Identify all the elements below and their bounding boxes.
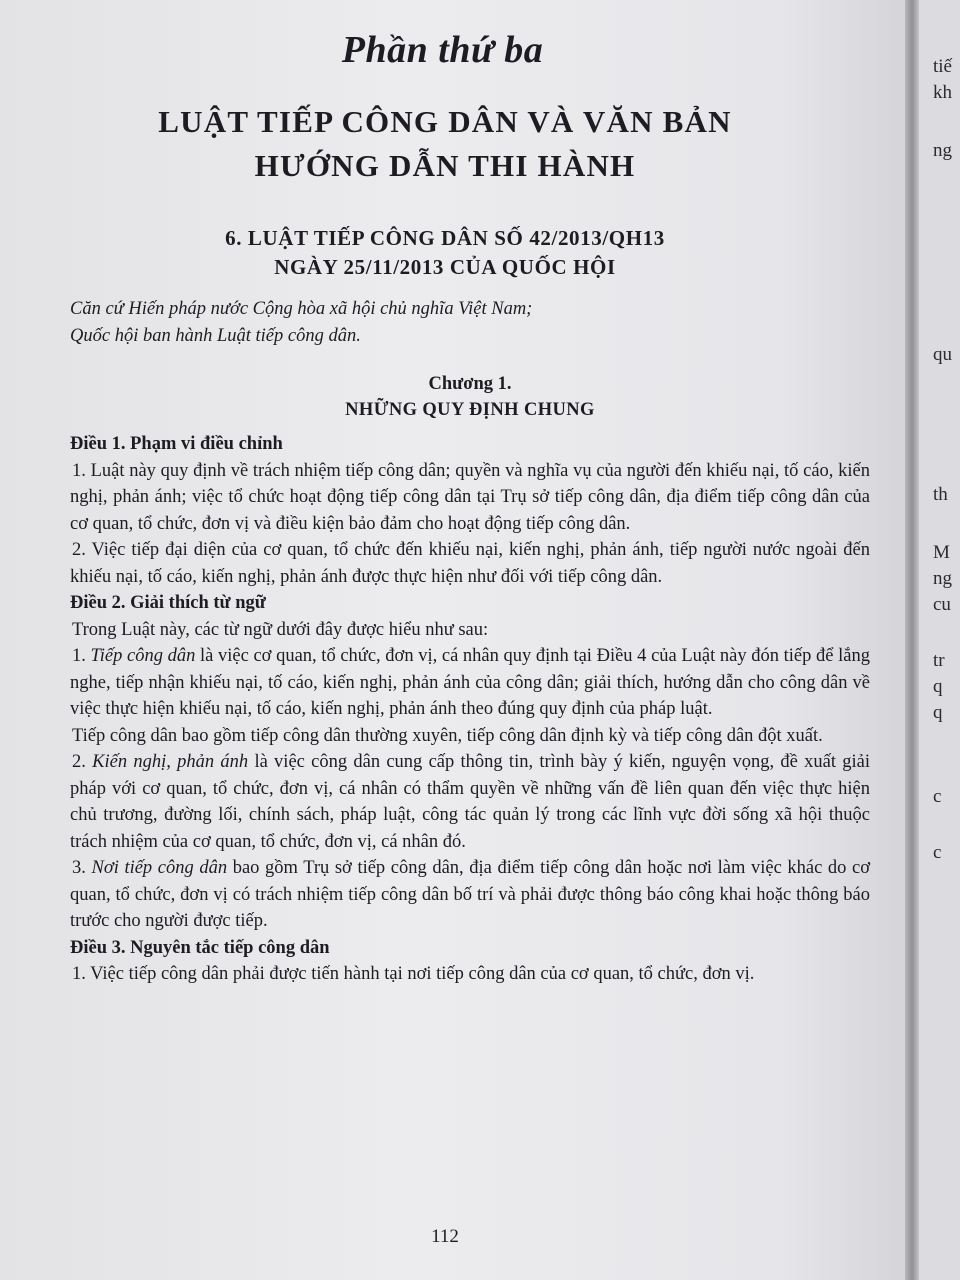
next-page-fragment: tr [933, 650, 945, 671]
law-title [0, 224, 890, 282]
article-1-clause-2: 2. Việc tiếp đại diện của cơ quan, tổ chức đến khiếu nại, kiến nghị, phản ánh, tiếp người nước ngoài đến khiếu nại, tố cáo, kiến nghị, phản ánh được thực hiện như đối với tiếp công dân. [70, 540, 870, 587]
part-title: Phần thứ ba [341, 29, 544, 71]
article-3-clause-1: 1. Việc tiếp công dân phải được tiến hành tại nơi tiếp công dân của cơ quan, tổ chức, đơn vị. [72, 964, 755, 984]
clause-number: 3. [72, 858, 92, 878]
clause-text: là việc công dân cung cấp thông tin, trình bày ý kiến, nguyện vọng, đề xuất giải pháp với cơ quan, tổ chức, đơn vị, cá nhân có thẩm quyền về những vấn đề liên quan đến việc thực hiện chủ trương, đường lối, chính sách, pháp luật, công tác quản lý trong các lĩnh vực đời sống xã hội thuộc trách nhiệm của cơ quan, tổ chức, đơn vị, cá nhân đó. [70, 752, 871, 852]
article-3-title: Điều 3. Nguyên tắc tiếp công dân [70, 937, 330, 958]
next-page-fragment: ng [933, 140, 952, 161]
clause-number: 2. [72, 752, 93, 772]
article-2-title: Điều 2. Giải thích từ ngữ [70, 593, 266, 613]
clause-text: là việc cơ quan, tổ chức, đơn vị, cá nhân quy định tại Điều 4 của Luật này đón tiếp để lắng nghe, tiếp nhận khiếu nại, tố cáo, kiến nghị, phản ánh của công dân; giải thích, hướng dẫn cho công dân về việc thực hiện khiếu nại, tố cáo, kiến nghị, phản ánh theo đúng quy định của pháp luật. [70, 646, 870, 719]
next-page-fragment: qu [933, 344, 952, 365]
next-page-fragment: cu [933, 594, 951, 615]
article-2-clause-1-extra: Tiếp công dân bao gồm tiếp công dân thường xuyên, tiếp công dân định kỳ và tiếp công dân đột xuất. [72, 725, 823, 746]
page-number: 112 [431, 1226, 459, 1247]
next-page-fragment: c [933, 786, 942, 807]
book-gutter [905, 0, 919, 1280]
book-title-line-2: HƯỚNG DẪN THI HÀNH [254, 148, 636, 183]
clause-number: 1. [72, 646, 91, 666]
law-title-line-1: 6. LUẬT TIẾP CÔNG DÂN SỐ 42/2013/QH13 [225, 226, 665, 250]
defined-term: Tiếp công dân [90, 646, 196, 666]
preamble-line-2: Quốc hội ban hành Luật tiếp công dân. [70, 325, 361, 346]
defined-term: Kiến nghị, phản ánh [92, 752, 249, 772]
next-page-fragment: th [933, 484, 948, 505]
article-1-title: Điều 1. Phạm vi điều chỉnh [70, 434, 283, 454]
law-title-line-2: NGÀY 25/11/2013 CỦA QUỐC HỘI [274, 255, 616, 279]
law-text [70, 296, 870, 988]
next-page-fragment: q [933, 702, 943, 723]
article-2-clause-3 [70, 855, 870, 935]
article-2-intro: Trong Luật này, các từ ngữ dưới đây được hiểu như sau: [72, 619, 489, 640]
next-page-fragment: kh [933, 82, 952, 103]
chapter-title: NHỮNG QUY ĐỊNH CHUNG [345, 400, 595, 420]
book-title-line-1: LUẬT TIẾP CÔNG DÂN VÀ VĂN BẢN [158, 104, 732, 139]
book-title [0, 100, 890, 188]
preamble-line-1: Căn cứ Hiến pháp nước Cộng hòa xã hội chủ nghĩa Việt Nam; [70, 299, 533, 319]
defined-term: Nơi tiếp công dân [91, 858, 228, 878]
next-page-fragment: c [933, 842, 942, 863]
clause-text: bao gồm Trụ sở tiếp công dân, địa điểm tiếp công dân hoặc nơi làm việc khác do cơ quan, tổ chức, đơn vị có trách nhiệm tiếp công dân bố trí và phải được thông báo công khai hoặc thông báo trước cho người được tiếp. [70, 858, 871, 931]
next-page-fragment: tiế [933, 56, 952, 77]
next-page-fragment: ng [933, 568, 952, 589]
next-page-edge [919, 0, 960, 1280]
next-page-fragment: M [933, 542, 950, 563]
article-2-clause-1 [70, 643, 870, 723]
article-2-clause-2 [70, 749, 870, 855]
article-1-clause-1: 1. Luật này quy định về trách nhiệm tiếp công dân; quyền và nghĩa vụ của người đến khiếu nại, tố cáo, kiến nghị, phản ánh; việc tổ chức hoạt động tiếp công dân tại Trụ sở tiếp công dân, địa điểm tiếp công dân của cơ quan, tổ chức, đơn vị và điều kiện bảo đảm cho hoạt động tiếp công dân. [70, 460, 870, 534]
chapter-number: Chương 1. [428, 374, 512, 394]
next-page-fragment: q [933, 676, 943, 697]
